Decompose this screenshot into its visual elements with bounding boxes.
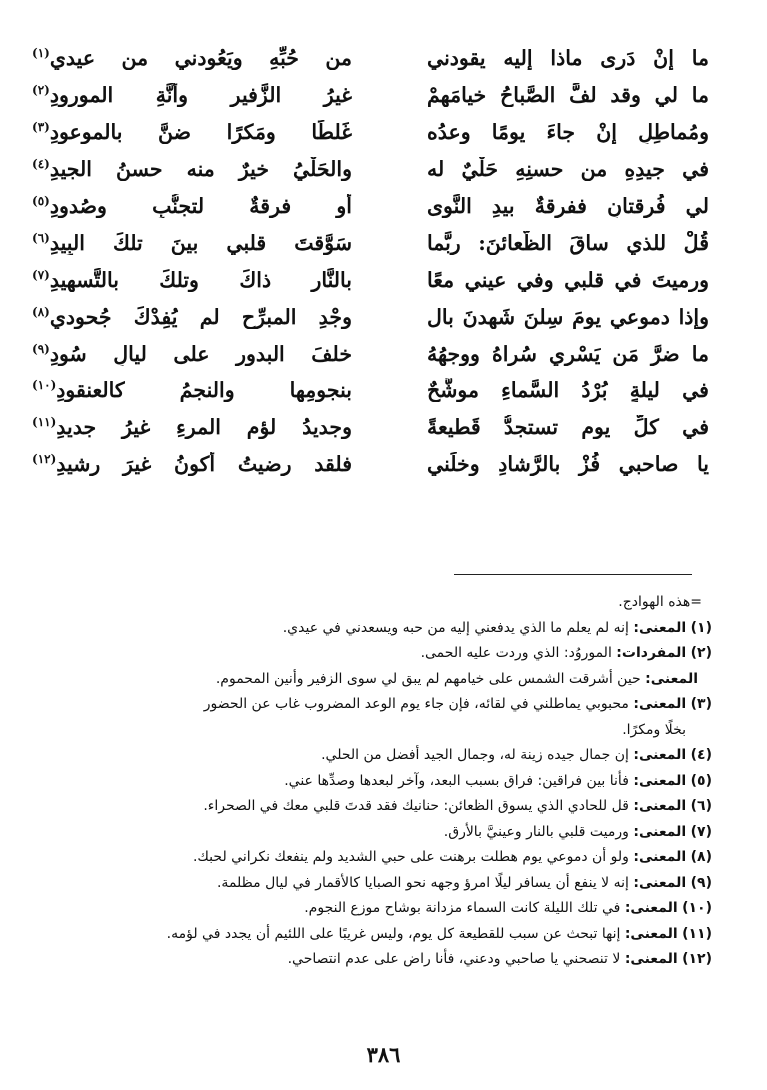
verse-line [32, 261, 709, 298]
verse-second-hemistich [32, 342, 352, 366]
footnote-label: المعنى: [633, 823, 687, 840]
footnote-label: المعنى: [633, 798, 687, 814]
footnote-text: إن جمال جيده زينة له، وجمال الجيد أفضل من الحلي. [321, 747, 629, 763]
verse-footnote-number: (١١) [32, 415, 57, 430]
footnote-line [48, 616, 712, 642]
verse-first-hemistich: ومُماطِلٍ إنْ جاءَ يومًا وعدُه [427, 120, 709, 145]
verse-second-text: والحَلْيُ خيرٌ منه حسنُ الجيدِ [49, 157, 352, 182]
verse-footnote-number: (٩) [32, 341, 50, 356]
footnote-line [48, 922, 712, 948]
footnote-line [48, 820, 712, 846]
footnote-label: المفردات: [616, 645, 687, 661]
footnote-text: بخلًا ومكرًا. [622, 721, 686, 738]
verse-second-hemistich [32, 120, 352, 144]
verse-second-hemistich [32, 157, 352, 181]
verse-footnote-number: (٧) [32, 267, 50, 282]
verse-second-text: وجديدُ لؤمِ المرءِ غيرُ جديدِ [56, 415, 352, 440]
footnote-line [48, 743, 712, 769]
footnote-label: المعنى: [633, 874, 687, 891]
footnote-text: إنها تبحث عن سبب للقطيعة كل يوم، وليس غريبًا على اللئيم أن يجدد في لؤمه. [166, 925, 621, 942]
footnote-text: إنه لا ينفع أن يسافر ليلًا امرؤ وجهه نحو الصبايا كالأقمار في ليال مظلمة. [216, 874, 629, 891]
footnote-label: المعنى: [633, 772, 687, 789]
verse-second-hemistich [32, 415, 352, 439]
footnote-line [48, 947, 712, 973]
verse-footnote-number: (٥) [32, 194, 50, 209]
footnote-label: المعنى: [624, 951, 678, 967]
verse-first-hemistich: ما ضرَّ مَن يَسْري سُراهُ ووجهُهُ [427, 341, 709, 366]
footnote-text: حين أشرقت الشمس على خيامهم لم يبق لي سوى الزفير وأنين المحموم. [215, 670, 641, 687]
footnote-line [48, 794, 712, 820]
footnote-label: المعنى: [633, 696, 687, 712]
verse-second-hemistich [32, 305, 352, 329]
footnote-number: (٩) [690, 874, 712, 891]
footnote-number: (١٠) [682, 900, 712, 916]
footnote-number: (١١) [682, 925, 712, 942]
footnotes-block [48, 590, 712, 973]
verse-second-text: بنجومِها والنجمُ كالعنقودِ [56, 378, 352, 403]
footnote-line [48, 845, 712, 871]
footnote-text: لا تنصحني يا صاحبي ودعني، فأنا راض على عدم انتصاحي. [287, 951, 621, 967]
verse-second-text: فلقد رضيتُ أكونُ غيرَ رشيدِ [56, 452, 352, 477]
footnote-number: (٤) [690, 747, 712, 763]
verse-line [32, 188, 709, 225]
footnote-label: المعنى: [645, 670, 698, 687]
footnote-carryover: =هذه الهوادج. [618, 594, 702, 610]
footnote-text: فأنا بين فراقين: فراق بسبب البعد، وآخر لبعدها وصدِّها عني. [284, 772, 629, 789]
verse-footnote-number: (٢) [32, 83, 50, 98]
footnote-number: (٢) [690, 645, 712, 661]
verse-first-hemistich: قُلْ للذي ساقَ الظَّعائنَ: ربَّما [427, 230, 709, 255]
footnote-line [48, 871, 712, 897]
footnote-number: (٦) [690, 798, 712, 814]
footnote-line [48, 718, 712, 744]
footnote-label: المعنى: [633, 747, 687, 763]
footnote-text: محبوبي يماطلني في لقائه، فإن جاء يوم الوعد المضروب غاب عن الحضور [203, 696, 629, 712]
verse-line [32, 151, 709, 188]
verse-second-text: غيرُ الزَّفيرِ وأنَّةِ الموروِدِ [49, 83, 352, 108]
footnote-label: المعنى: [624, 925, 678, 942]
verse-line [32, 298, 709, 335]
verse-second-text: سَوَّقتَ قلبي بينَ تلكَ البِيدِ [49, 230, 352, 255]
footnote-line [48, 896, 712, 922]
footnote-line [48, 641, 712, 667]
verse-line [32, 446, 709, 483]
verse-second-text: غَلطًا ومَكرًا ضنَّ بالموعودِ [49, 120, 352, 145]
verse-line [32, 409, 709, 446]
footnote-text: الموروُد: الذي وردت عليه الحمى. [420, 645, 612, 661]
verse-footnote-number: (١٢) [32, 452, 57, 467]
verse-footnote-number: (٣) [32, 120, 50, 135]
verse-line [32, 335, 709, 372]
verse-second-hemistich [32, 46, 352, 70]
verse-second-hemistich [32, 231, 352, 255]
verse-line [32, 114, 709, 151]
verse-first-hemistich: ما لي وقد لفَّ الصَّباحُ خيامَهمْ [427, 83, 709, 108]
footnote-line [48, 769, 712, 795]
verse-footnote-number: (٨) [32, 304, 50, 319]
footnote-label: المعنى: [624, 900, 678, 916]
verse-second-hemistich [32, 268, 352, 292]
verse-footnote-number: (٤) [32, 157, 50, 172]
verse-line [32, 77, 709, 114]
verse-first-hemistich: وإذا دموعي يومَ سِلنَ شَهِدنَ بال [427, 304, 709, 329]
verse-first-hemistich: لي فُرقتانِ ففرقةٌ بيدِ النَّوى [427, 194, 709, 218]
page-number: ٣٨٦ [366, 1042, 401, 1067]
footnote-text: في تلك الليلة كانت السماء مزدانة بوشاح موزع النجوم. [304, 900, 621, 916]
footnote-label: المعنى: [633, 849, 687, 865]
verse-first-hemistich: ورميتَ في قلبي وفي عيني معًا [427, 267, 709, 292]
poem-block [32, 40, 709, 483]
footnote-line [48, 667, 712, 693]
verse-second-hemistich [32, 452, 352, 476]
footnote-line [48, 692, 712, 718]
footnote-text: ولو أن دموعي يوم هطلت برهنت على حبي الشديد ولم ينفعك نكراني لحبك. [192, 849, 629, 865]
verse-first-hemistich: في ليلةٍ بُرْدُ السَّماءِ موشَّحٌ [427, 378, 709, 403]
footnote-number: (٣) [690, 696, 712, 712]
footnote-text: ورميت قلبي بالنار وعينيَّ بالأرق. [443, 823, 629, 840]
verse-line [32, 40, 709, 77]
verse-second-hemistich [32, 83, 352, 107]
verse-footnote-number: (١) [32, 46, 50, 61]
footnote-number: (٨) [690, 849, 712, 865]
verse-first-hemistich: في جيدِهِ من حسنِهِ حَلْيٌ له [427, 157, 709, 182]
verse-line [32, 224, 709, 261]
verse-second-text: أو فرقةٌ لتجنُّبٍ وصُدودِ [49, 194, 352, 218]
verse-second-text: بالنَّارِ ذاكَ وتلكَ بالتَّسهيدِ [49, 267, 352, 292]
footnote-number: (٥) [690, 772, 712, 789]
footnote-label: المعنى: [633, 619, 687, 636]
verse-second-text: من حُبِّهِ ويَعُودني من عيدي [49, 46, 352, 71]
verse-second-text: وجْدِ المبرِّحِ لم يُفِدْكَ جُحودي [49, 304, 352, 329]
footnote-separator [454, 574, 692, 575]
verse-second-text: خلفَ البدورِ على ليالٍ سُودِ [49, 341, 352, 366]
footnote-text: إنه لم يعلم ما الذي يدفعني إليه من حبه ويسعدني في عيدي. [282, 619, 629, 636]
verse-first-hemistich: ما إنْ دَرى ماذا إليه يقودني [427, 46, 709, 71]
verse-first-hemistich: يا صاحبي فُزْ بالرَّشادِ وخلِّني [427, 452, 709, 477]
footnote-number: (١٢) [682, 951, 712, 967]
footnote-number: (٧) [690, 823, 712, 840]
verse-second-hemistich [32, 194, 352, 218]
footnote-text: قل للحادي الذي يسوق الظعائن: حنانيك فقد قدتَ قلبي معك في الصحراء. [203, 798, 629, 814]
verse-footnote-number: (١٠) [32, 378, 57, 393]
verse-first-hemistich: في كلِّ يومٍ تستجدُّ قَطيعةً [427, 415, 709, 440]
verse-line [32, 372, 709, 409]
footnote-number: (١) [690, 619, 712, 636]
verse-second-hemistich [32, 378, 352, 402]
verse-footnote-number: (٦) [32, 231, 50, 246]
